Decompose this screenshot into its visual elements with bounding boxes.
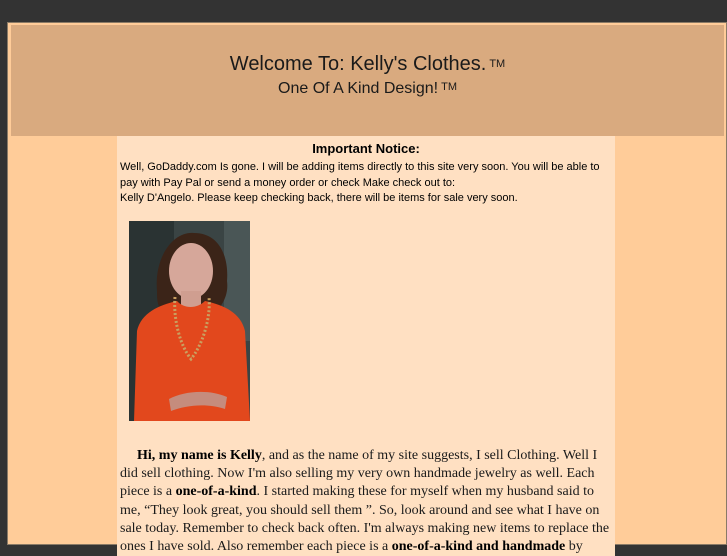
trademark-mark: TM	[489, 58, 506, 70]
intro-text: . I started making these for myself when my husband said to me, “They look great, you should sell them ”. So, look around and see what I have on sale today. Remember to check back often. I'm always making new items to replace the ones I have sold. Also remember each piece is a	[120, 484, 610, 555]
notice-heading: Important Notice:	[312, 141, 420, 156]
emphasis-text: one-of-a-kind and handmade	[391, 539, 566, 555]
site-tagline-text: One Of A Kind Design!	[278, 80, 439, 97]
main-content	[117, 136, 615, 556]
notice-text: Well, GoDaddy.com Is gone. I will be adding items directly to this site very soon. You will be able to pay with Pay Pal or send a money order or check Make check out to:	[120, 161, 600, 189]
site-header	[11, 25, 724, 136]
portrait-photo-icon	[129, 221, 250, 421]
trademark-mark: TM	[441, 81, 457, 93]
page-frame	[7, 22, 727, 555]
site-tagline	[11, 80, 724, 98]
intro-text: , and as the name of my site suggests, I sell Clothing. Well I did sell clothing. Now I'm also selling my very own handmade jewelry as well. Each piece is a	[120, 448, 598, 500]
emphasis-text: one-of-a-kind	[175, 484, 257, 500]
notice-contact-text: Kelly D'Angelo. Please keep checking back, there will be items for sale very soon.	[120, 192, 518, 204]
portrait-photo	[129, 221, 250, 421]
site-title	[11, 53, 724, 76]
browser-top-bar	[0, 0, 727, 22]
notice-body	[120, 160, 612, 207]
intro-paragraph	[120, 447, 610, 556]
site-title-text: Welcome To: Kelly's Clothes.	[229, 53, 487, 75]
intro-text: by	[565, 539, 583, 555]
greeting-text: Hi, my name is Kelly	[137, 448, 262, 463]
